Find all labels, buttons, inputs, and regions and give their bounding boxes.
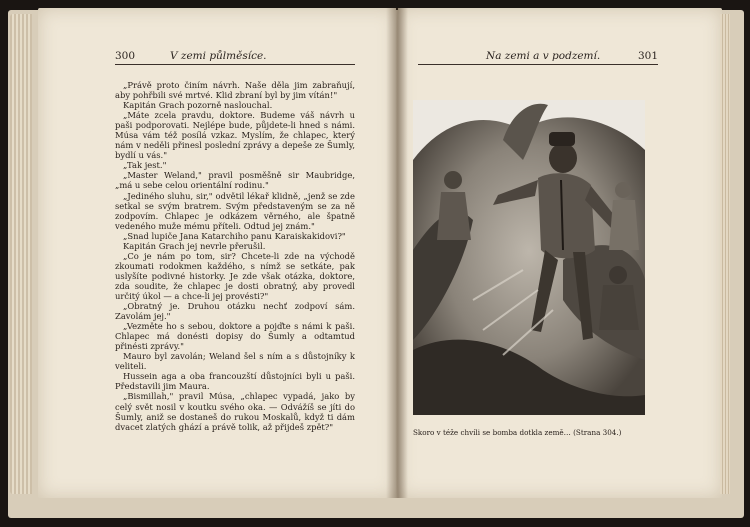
paragraph: „Máte zcela pravdu, doktore. Budeme váš návrh u paši podporovati. Nejlépe bude, půjdete-li hned s námi. Músa vám též posílá vzkaz. Myslím, že chlapec, který nám v neděli přinesl poslední zprávy a depeše ze Šumly, bydlí u vás." [115, 110, 355, 161]
left-running-head: V zemi půlměsíce. [170, 50, 267, 62]
left-page-body [115, 80, 355, 432]
illustration-drawing [413, 100, 645, 415]
paragraph: „Obratný je. Druhou otázku nechť zodpoví sám. Zavolám jej." [115, 301, 355, 322]
paragraph: „Master Weland," pravil posměšně sir Maubridge, „má u sebe celou orientální rodinu." [115, 170, 355, 191]
left-running-header [115, 50, 355, 65]
paragraph: „Právě proto činím návrh. Naše děla jim zabraňují, aby pohřbili své mrtvé. Klid zbraní byl by jim vítán!" [115, 80, 355, 101]
paragraph: Hussein aga a oba francouzští důstojníci byli u paši. Představili jim Maura. [115, 371, 355, 392]
paragraph: „Co je nám po tom, sir? Chcete-li zde na východě zkoumati rodokmen každého, s nímž se setkáte, pak uslyšíte podivné historky. Je zde však otázka, doktore, zda soudite, že chlapec je dosti obratný, aby provedl určitý úkol — a chce-li jej provésti?" [115, 250, 355, 301]
page-edges-left [10, 14, 32, 494]
paragraph: „Bismillah," pravil Músa, „chlapec vypadá, jako by celý svět nosil v koutku svého oka. — Odvážíš se jíti do Šumly, aniž se dostaneš do rukou Moskalů, když ti dám dvacet zlatých ghází a právě tolik, až přijdeš zpět?" [115, 391, 355, 432]
right-page-number: 301 [637, 50, 658, 62]
right-running-header [418, 50, 658, 65]
battle-illustration [413, 100, 645, 415]
paragraph: Mauro byl zavolán; Weland šel s ním a s důstojníky k veliteli. [115, 351, 355, 372]
illustration-caption: Skoro v téže chvíli se bomba dotkla země… (Strana 304.) [413, 428, 622, 437]
paragraph: „Jediného sluhu, sir," odvětil lékař klidně, „jenž se zde setkal se svým bratrem. Svým představeným se za ně zodpovím. Chlapec je odkázem věrného, ale špatně vedeného muže mému příteli. Odtud jej znám." [115, 190, 355, 231]
paragraph: Kapitán Grach jej nevrle přerušil. [123, 240, 266, 251]
left-page-number: 300 [115, 50, 136, 62]
page-edges-right [720, 14, 730, 494]
paragraph: „Tak jest." [123, 160, 167, 171]
paragraph: „Snad lupiče Jana Katarchiho panu Karaiskakidovi?" [123, 230, 346, 241]
book-gutter [386, 8, 408, 498]
paragraph: Kapitán Grach pozorně naslouchal. [123, 100, 273, 111]
paragraph: „Vezměte ho s sebou, doktore a pojďte s námi k paši. Chlapec má donésti dopisy do Šumly a odtamtud přinésti zprávy." [115, 321, 355, 352]
right-running-head: Na zemi a v podzemí. [486, 50, 601, 62]
